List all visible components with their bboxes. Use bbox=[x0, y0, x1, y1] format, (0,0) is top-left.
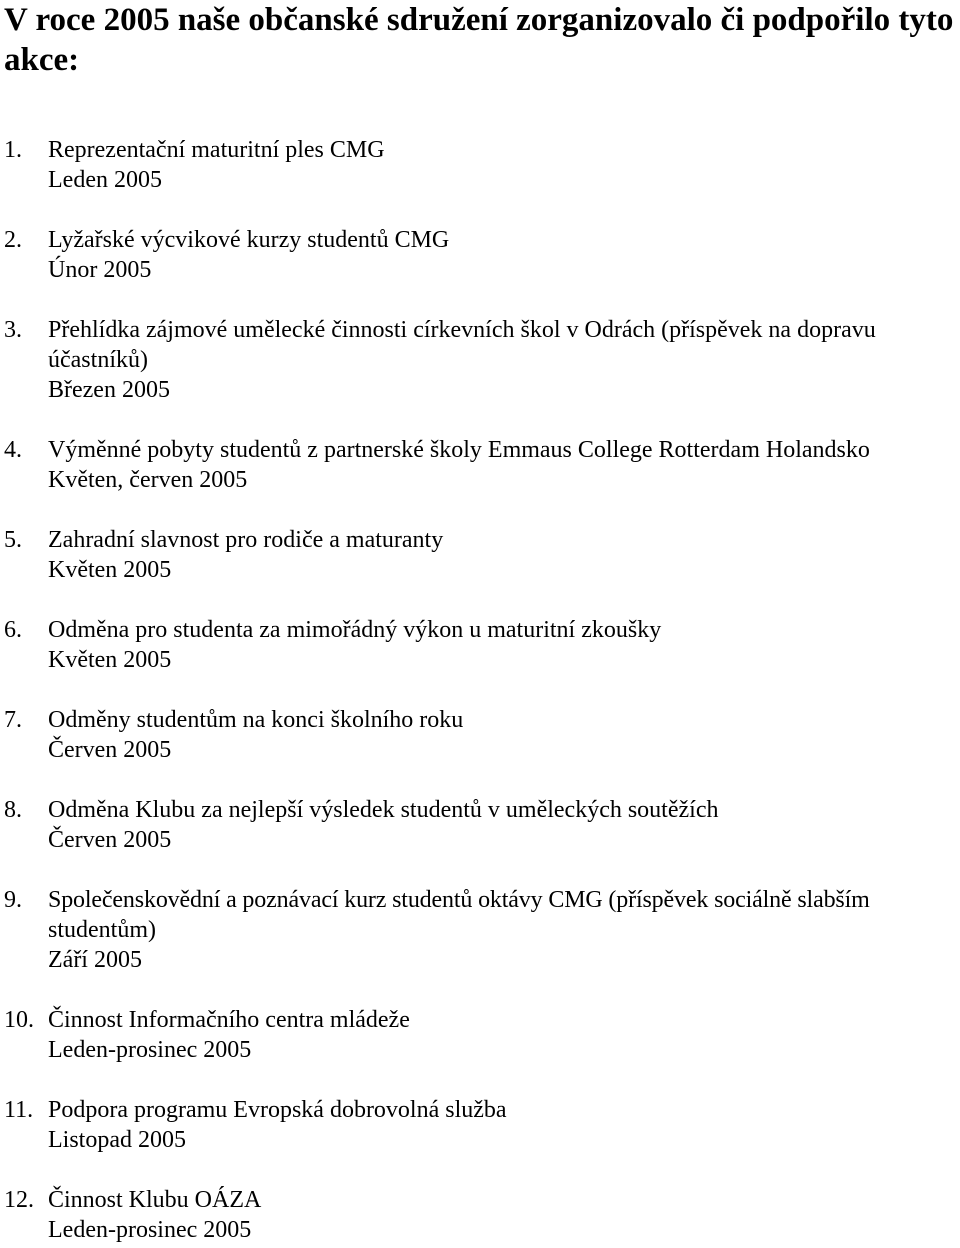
list-item bbox=[0, 615, 960, 675]
item-title: Přehlídka zájmové umělecké činnosti církevních škol v Odrách (příspěvek na dopravu bbox=[48, 317, 876, 343]
list-item bbox=[0, 1005, 960, 1065]
item-number: 3. bbox=[4, 317, 22, 343]
item-date: Červen 2005 bbox=[48, 827, 172, 853]
item-title: Výměnné pobyty studentů z partnerské školy Emmaus College Rotterdam Holandsko bbox=[48, 437, 870, 463]
item-number: 9. bbox=[4, 887, 22, 913]
list-item bbox=[0, 135, 960, 195]
item-number: 10. bbox=[4, 1007, 34, 1033]
item-number: 2. bbox=[4, 227, 22, 253]
list-item bbox=[0, 705, 960, 765]
item-date: Listopad 2005 bbox=[48, 1127, 186, 1153]
item-date: Leden 2005 bbox=[48, 167, 162, 193]
list-item bbox=[0, 885, 960, 975]
item-date: Září 2005 bbox=[48, 947, 142, 973]
page-heading: V roce 2005 naše občanské sdružení zorganizovalo či podpořilo tyto akce: bbox=[4, 2, 954, 78]
item-number: 1. bbox=[4, 137, 22, 163]
item-title: Činnost Klubu OÁZA bbox=[48, 1187, 262, 1213]
list-item bbox=[0, 525, 960, 585]
item-date: Březen 2005 bbox=[48, 377, 170, 403]
item-title: Odměna pro studenta za mimořádný výkon u maturitní zkoušky bbox=[48, 617, 662, 643]
list-item bbox=[0, 225, 960, 285]
item-title: Odměna Klubu za nejlepší výsledek studentů v uměleckých soutěžích bbox=[48, 797, 719, 823]
item-title: Odměny studentům na konci školního roku bbox=[48, 707, 464, 733]
list-item bbox=[0, 435, 960, 495]
item-title: Zahradní slavnost pro rodiče a maturanty bbox=[48, 527, 444, 553]
item-title: Společenskovědní a poznávací kurz studentů oktávy CMG (příspěvek sociálně slabším bbox=[48, 887, 870, 913]
list-item bbox=[0, 315, 960, 405]
item-title: Lyžařské výcvikové kurzy studentů CMG bbox=[48, 227, 450, 253]
item-title: Podpora programu Evropská dobrovolná služba bbox=[48, 1097, 507, 1123]
item-date: Leden-prosinec 2005 bbox=[48, 1037, 252, 1063]
item-date: Květen 2005 bbox=[48, 647, 172, 673]
item-number: 11. bbox=[4, 1097, 34, 1123]
item-number: 7. bbox=[4, 707, 22, 733]
list-item bbox=[0, 1185, 960, 1245]
list-item bbox=[0, 795, 960, 855]
item-title: Činnost Informačního centra mládeže bbox=[48, 1007, 410, 1033]
item-number: 8. bbox=[4, 797, 22, 823]
item-number: 6. bbox=[4, 617, 22, 643]
item-date: Leden-prosinec 2005 bbox=[48, 1217, 252, 1243]
item-title-continuation: účastníků) bbox=[48, 347, 148, 373]
item-number: 4. bbox=[4, 437, 22, 463]
item-title-continuation: studentům) bbox=[48, 917, 156, 943]
item-number: 5. bbox=[4, 527, 22, 553]
list-item bbox=[0, 1095, 960, 1155]
item-title: Reprezentační maturitní ples CMG bbox=[48, 137, 385, 163]
item-date: Červen 2005 bbox=[48, 737, 172, 763]
item-date: Květen, červen 2005 bbox=[48, 467, 248, 493]
item-date: Únor 2005 bbox=[48, 257, 152, 283]
item-number: 12. bbox=[4, 1187, 34, 1213]
item-date: Květen 2005 bbox=[48, 557, 172, 583]
